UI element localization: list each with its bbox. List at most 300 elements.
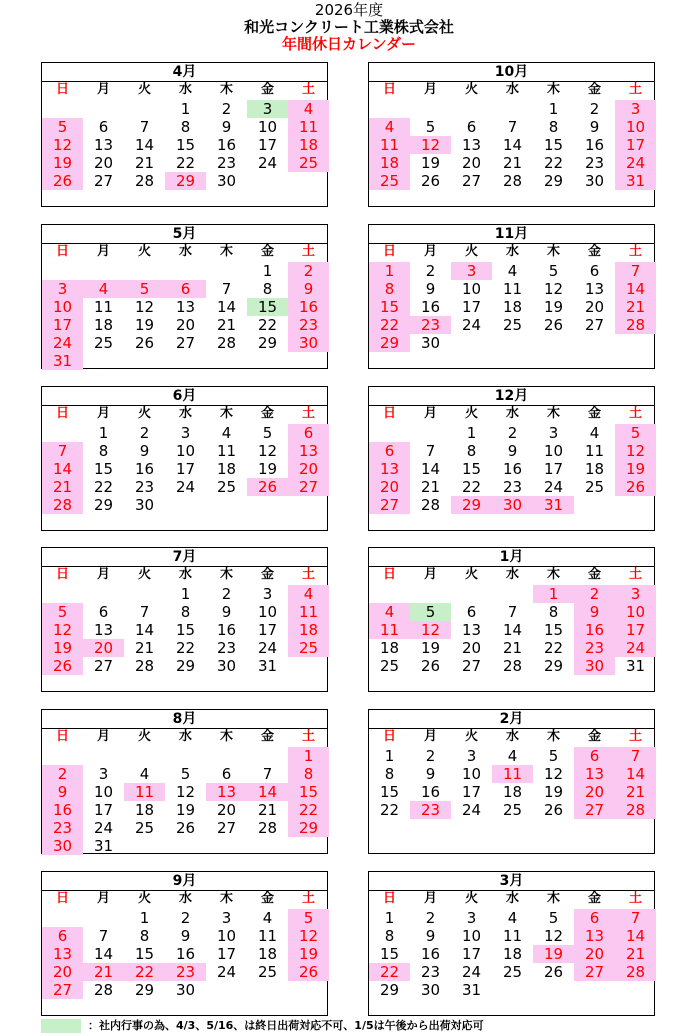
day-cell: 18 (216, 460, 237, 478)
day-cell: 1 (139, 909, 150, 927)
day-cell: 13 (369, 460, 410, 478)
weekday-header: 金 (587, 82, 601, 97)
month-calendar (368, 62, 655, 207)
day-cell: 29 (451, 496, 492, 514)
weekday-header: 木 (219, 729, 233, 744)
day-cell: 15 (288, 783, 329, 801)
day-cell: 7 (98, 927, 109, 945)
day-cell: 26 (543, 801, 564, 819)
weekday-header: 火 (464, 567, 478, 582)
day-cell: 18 (502, 945, 523, 963)
day-cell: 10 (461, 280, 482, 298)
day-cell: 19 (420, 154, 441, 172)
day-cell: 4 (288, 585, 329, 603)
day-cell: 21 (83, 963, 124, 981)
day-cell: 20 (584, 298, 605, 316)
day-cell: 16 (216, 136, 237, 154)
day-cell: 25 (216, 478, 237, 496)
day-cell: 30 (216, 172, 237, 190)
month-title: 10月 (369, 63, 654, 82)
day-cell: 14 (502, 621, 523, 639)
day-cell: 24 (257, 639, 278, 657)
day-cell: 22 (543, 639, 564, 657)
day-cell: 18 (134, 801, 155, 819)
day-cell: 14 (247, 783, 288, 801)
day-cell: 6 (42, 927, 83, 945)
day-cell: 7 (42, 442, 83, 460)
day-cell: 12 (257, 442, 278, 460)
day-cell: 11 (216, 442, 237, 460)
day-cell: 2 (425, 909, 436, 927)
day-cell: 2 (574, 585, 615, 603)
day-cell: 21 (502, 154, 523, 172)
day-cell: 8 (466, 442, 477, 460)
day-cell: 26 (42, 172, 83, 190)
day-cell: 13 (461, 136, 482, 154)
day-cell: 17 (615, 136, 656, 154)
day-cell: 1 (369, 262, 410, 280)
day-cell: 14 (216, 298, 237, 316)
day-cell: 11 (124, 783, 165, 801)
day-cell: 13 (574, 927, 615, 945)
day-cell: 3 (247, 100, 288, 118)
day-cell: 10 (615, 118, 656, 136)
day-cell: 16 (42, 801, 83, 819)
day-cell: 27 (461, 657, 482, 675)
day-cell: 29 (257, 334, 278, 352)
day-cell: 27 (461, 172, 482, 190)
weekday-header: 金 (587, 729, 601, 744)
day-cell: 20 (216, 801, 237, 819)
day-cell: 21 (134, 154, 155, 172)
weekday-header: 土 (301, 891, 315, 906)
day-cell: 29 (165, 172, 206, 190)
weekday-header: 日 (382, 891, 396, 906)
day-cell: 5 (410, 603, 451, 621)
day-cell: 9 (507, 442, 518, 460)
day-cell: 6 (98, 118, 109, 136)
day-cell: 11 (492, 765, 533, 783)
day-cell: 17 (175, 460, 196, 478)
day-cell: 13 (42, 945, 83, 963)
day-cell: 8 (139, 927, 150, 945)
weekday-header: 金 (587, 567, 601, 582)
weekday-header: 木 (219, 406, 233, 421)
day-cell: 27 (574, 963, 615, 981)
day-cell: 13 (93, 136, 114, 154)
day-cell: 9 (221, 603, 232, 621)
day-cell: 15 (247, 298, 288, 316)
day-cell: 24 (461, 963, 482, 981)
day-cell: 12 (134, 298, 155, 316)
weekday-header: 水 (178, 244, 192, 259)
day-cell: 20 (83, 639, 124, 657)
day-cell: 31 (257, 657, 278, 675)
day-cell: 18 (288, 621, 329, 639)
weekday-header: 土 (301, 82, 315, 97)
weekday-header: 金 (260, 82, 274, 97)
day-cell: 11 (369, 136, 410, 154)
day-cell: 17 (461, 783, 482, 801)
weekday-header: 日 (382, 406, 396, 421)
month-calendar (41, 224, 328, 369)
day-cell: 16 (502, 460, 523, 478)
day-cell: 18 (257, 945, 278, 963)
day-cell: 16 (420, 783, 441, 801)
company-name: 和光コンクリート工業株式会社 (244, 18, 454, 36)
day-cell: 24 (216, 963, 237, 981)
day-cell: 30 (216, 657, 237, 675)
day-cell: 6 (288, 424, 329, 442)
day-cell: 8 (384, 765, 395, 783)
day-cell: 3 (221, 909, 232, 927)
day-cell: 7 (425, 442, 436, 460)
day-cell: 21 (420, 478, 441, 496)
day-cell: 16 (175, 945, 196, 963)
day-cell: 5 (548, 909, 559, 927)
day-cell: 20 (175, 316, 196, 334)
weekday-header: 金 (260, 891, 274, 906)
month-title: 1月 (369, 548, 654, 567)
day-cell: 16 (574, 621, 615, 639)
weekday-header: 火 (137, 82, 151, 97)
weekday-header: 水 (505, 567, 519, 582)
weekday-header: 水 (178, 406, 192, 421)
day-cell: 30 (420, 981, 441, 999)
calendar-title: 年間休日カレンダー (281, 35, 417, 53)
day-cell: 5 (288, 909, 329, 927)
weekday-header: 土 (301, 729, 315, 744)
day-cell: 3 (466, 909, 477, 927)
day-cell: 8 (180, 603, 191, 621)
day-cell: 1 (384, 909, 395, 927)
day-cell: 28 (42, 496, 83, 514)
day-cell: 19 (42, 154, 83, 172)
day-cell: 28 (93, 981, 114, 999)
day-cell: 9 (221, 118, 232, 136)
day-cell: 16 (420, 945, 441, 963)
day-cell: 21 (216, 316, 237, 334)
day-cell: 6 (369, 442, 410, 460)
day-cell: 3 (42, 280, 83, 298)
day-cell: 5 (548, 747, 559, 765)
day-cell: 21 (615, 783, 656, 801)
day-cell: 13 (574, 765, 615, 783)
day-cell: 20 (461, 154, 482, 172)
day-cell: 19 (420, 639, 441, 657)
weekday-header: 木 (546, 244, 560, 259)
legend-text: ：社内行事の為、4/3、5/16、は終日出荷対応不可、1/5は午後から出荷対応可 (88, 1019, 484, 1032)
weekday-header: 木 (219, 82, 233, 97)
day-cell: 14 (134, 136, 155, 154)
day-cell: 10 (461, 765, 482, 783)
day-cell: 1 (180, 100, 191, 118)
day-cell: 6 (574, 747, 615, 765)
day-cell: 28 (216, 334, 237, 352)
month-title: 2月 (369, 710, 654, 729)
day-cell: 18 (502, 298, 523, 316)
weekday-header: 火 (464, 891, 478, 906)
month-title: 7月 (42, 548, 327, 567)
day-cell: 11 (369, 621, 410, 639)
weekday-header: 日 (55, 406, 69, 421)
day-cell: 25 (502, 316, 523, 334)
month-title: 3月 (369, 872, 654, 891)
day-cell: 4 (83, 280, 124, 298)
day-cell: 8 (262, 280, 273, 298)
day-cell: 21 (42, 478, 83, 496)
month-title: 8月 (42, 710, 327, 729)
day-cell: 5 (262, 424, 273, 442)
day-cell: 9 (425, 927, 436, 945)
day-cell: 14 (134, 621, 155, 639)
day-cell: 24 (257, 154, 278, 172)
day-cell: 20 (42, 963, 83, 981)
weekday-header: 火 (137, 891, 151, 906)
day-cell: 10 (257, 118, 278, 136)
day-cell: 22 (543, 154, 564, 172)
day-cell: 26 (42, 657, 83, 675)
day-cell: 15 (175, 136, 196, 154)
day-cell: 4 (221, 424, 232, 442)
weekday-header: 土 (301, 244, 315, 259)
day-cell: 22 (461, 478, 482, 496)
day-cell: 17 (543, 460, 564, 478)
day-cell: 18 (502, 783, 523, 801)
weekday-header: 火 (464, 244, 478, 259)
day-cell: 12 (175, 783, 196, 801)
month-calendar (41, 386, 328, 531)
day-cell: 1 (533, 585, 574, 603)
month-title: 9月 (42, 872, 327, 891)
day-cell: 30 (574, 657, 615, 675)
day-cell: 23 (42, 819, 83, 837)
weekday-header: 火 (137, 244, 151, 259)
day-cell: 20 (574, 945, 615, 963)
day-cell: 19 (175, 801, 196, 819)
day-cell: 27 (574, 801, 615, 819)
day-cell: 7 (615, 262, 656, 280)
day-cell: 27 (216, 819, 237, 837)
day-cell: 24 (543, 478, 564, 496)
day-cell: 7 (615, 909, 656, 927)
day-cell: 30 (420, 334, 441, 352)
day-cell: 15 (175, 621, 196, 639)
day-cell: 25 (288, 154, 329, 172)
day-cell: 22 (175, 154, 196, 172)
weekday-header: 金 (260, 406, 274, 421)
day-cell: 29 (134, 981, 155, 999)
day-cell: 28 (134, 657, 155, 675)
day-cell: 29 (543, 657, 564, 675)
day-cell: 5 (180, 765, 191, 783)
day-cell: 9 (288, 280, 329, 298)
day-cell: 17 (461, 298, 482, 316)
day-cell: 29 (543, 172, 564, 190)
day-cell: 9 (42, 783, 83, 801)
day-cell: 2 (42, 765, 83, 783)
day-cell: 6 (221, 765, 232, 783)
weekday-header: 土 (628, 567, 642, 582)
weekday-header: 水 (505, 406, 519, 421)
day-cell: 18 (369, 154, 410, 172)
day-cell: 21 (615, 298, 656, 316)
weekday-header: 月 (96, 891, 110, 906)
day-cell: 17 (42, 316, 83, 334)
day-cell: 8 (98, 442, 109, 460)
day-cell: 31 (615, 172, 656, 190)
day-cell: 15 (543, 136, 564, 154)
day-cell: 16 (288, 298, 329, 316)
day-cell: 2 (221, 100, 232, 118)
month-calendar (41, 547, 328, 692)
day-cell: 21 (502, 639, 523, 657)
day-cell: 11 (288, 118, 329, 136)
day-cell: 4 (139, 765, 150, 783)
day-cell: 4 (288, 100, 329, 118)
day-cell: 2 (288, 262, 329, 280)
day-cell: 25 (379, 657, 400, 675)
day-cell: 7 (507, 603, 518, 621)
day-cell: 22 (379, 801, 400, 819)
day-cell: 11 (502, 280, 523, 298)
weekday-header: 月 (96, 406, 110, 421)
weekday-header: 水 (505, 82, 519, 97)
month-calendar (41, 709, 328, 854)
weekday-header: 土 (628, 729, 642, 744)
day-cell: 23 (584, 154, 605, 172)
day-cell: 14 (615, 927, 656, 945)
day-cell: 28 (134, 172, 155, 190)
month-title: 11月 (369, 225, 654, 244)
day-cell: 10 (615, 603, 656, 621)
day-cell: 28 (615, 963, 656, 981)
day-cell: 9 (425, 280, 436, 298)
calendar-year-title: 2026年度 (314, 1, 384, 19)
weekday-header: 木 (546, 891, 560, 906)
day-cell: 3 (262, 585, 273, 603)
weekday-header: 金 (260, 729, 274, 744)
day-cell: 27 (42, 981, 83, 999)
day-cell: 22 (257, 316, 278, 334)
day-cell: 21 (615, 945, 656, 963)
day-cell: 18 (288, 136, 329, 154)
month-calendar (41, 871, 328, 1016)
day-cell: 22 (288, 801, 329, 819)
day-cell: 22 (93, 478, 114, 496)
weekday-header: 日 (382, 729, 396, 744)
day-cell: 5 (425, 118, 436, 136)
weekday-header: 金 (260, 567, 274, 582)
weekday-header: 火 (464, 82, 478, 97)
day-cell: 24 (615, 639, 656, 657)
day-cell: 7 (507, 118, 518, 136)
day-cell: 2 (507, 424, 518, 442)
day-cell: 23 (502, 478, 523, 496)
day-cell: 4 (507, 747, 518, 765)
day-cell: 19 (533, 945, 574, 963)
day-cell: 23 (216, 639, 237, 657)
day-cell: 28 (257, 819, 278, 837)
day-cell: 12 (42, 621, 83, 639)
weekday-header: 火 (137, 406, 151, 421)
weekday-header: 火 (137, 729, 151, 744)
day-cell: 25 (369, 172, 410, 190)
day-cell: 13 (93, 621, 114, 639)
day-cell: 14 (42, 460, 83, 478)
day-cell: 21 (134, 639, 155, 657)
day-cell: 5 (124, 280, 165, 298)
weekday-header: 金 (587, 891, 601, 906)
day-cell: 4 (262, 909, 273, 927)
day-cell: 17 (257, 136, 278, 154)
weekday-header: 月 (96, 244, 110, 259)
weekday-header: 水 (178, 82, 192, 97)
day-cell: 23 (574, 639, 615, 657)
day-cell: 26 (288, 963, 329, 981)
legend-event-swatch (41, 1019, 81, 1033)
day-cell: 20 (93, 154, 114, 172)
day-cell: 26 (420, 657, 441, 675)
month-calendar (41, 62, 328, 207)
day-cell: 6 (165, 280, 206, 298)
day-cell: 20 (369, 478, 410, 496)
weekday-header: 火 (137, 567, 151, 582)
day-cell: 24 (461, 801, 482, 819)
weekday-header: 土 (628, 244, 642, 259)
weekday-header: 木 (546, 729, 560, 744)
day-cell: 11 (502, 927, 523, 945)
day-cell: 13 (206, 783, 247, 801)
day-cell: 24 (461, 316, 482, 334)
day-cell: 31 (461, 981, 482, 999)
weekday-header: 水 (178, 891, 192, 906)
weekday-header: 日 (382, 82, 396, 97)
day-cell: 4 (507, 262, 518, 280)
day-cell: 19 (543, 783, 564, 801)
month-calendar (368, 547, 655, 692)
day-cell: 8 (180, 118, 191, 136)
weekday-header: 木 (546, 567, 560, 582)
day-cell: 26 (420, 172, 441, 190)
day-cell: 27 (93, 172, 114, 190)
day-cell: 29 (93, 496, 114, 514)
day-cell: 2 (425, 747, 436, 765)
month-title: 12月 (369, 387, 654, 406)
weekday-header: 月 (423, 82, 437, 97)
day-cell: 6 (589, 262, 600, 280)
day-cell: 16 (134, 460, 155, 478)
weekday-header: 火 (464, 406, 478, 421)
weekday-header: 土 (628, 82, 642, 97)
weekday-header: 日 (55, 891, 69, 906)
day-cell: 13 (175, 298, 196, 316)
day-cell: 12 (410, 621, 451, 639)
day-cell: 9 (425, 765, 436, 783)
day-cell: 10 (93, 783, 114, 801)
weekday-header: 水 (178, 567, 192, 582)
day-cell: 18 (93, 316, 114, 334)
day-cell: 12 (288, 927, 329, 945)
weekday-header: 金 (587, 406, 601, 421)
weekday-header: 木 (546, 406, 560, 421)
day-cell: 12 (543, 927, 564, 945)
day-cell: 10 (461, 927, 482, 945)
day-cell: 23 (288, 316, 329, 334)
day-cell: 24 (175, 478, 196, 496)
day-cell: 29 (379, 981, 400, 999)
day-cell: 22 (369, 963, 410, 981)
